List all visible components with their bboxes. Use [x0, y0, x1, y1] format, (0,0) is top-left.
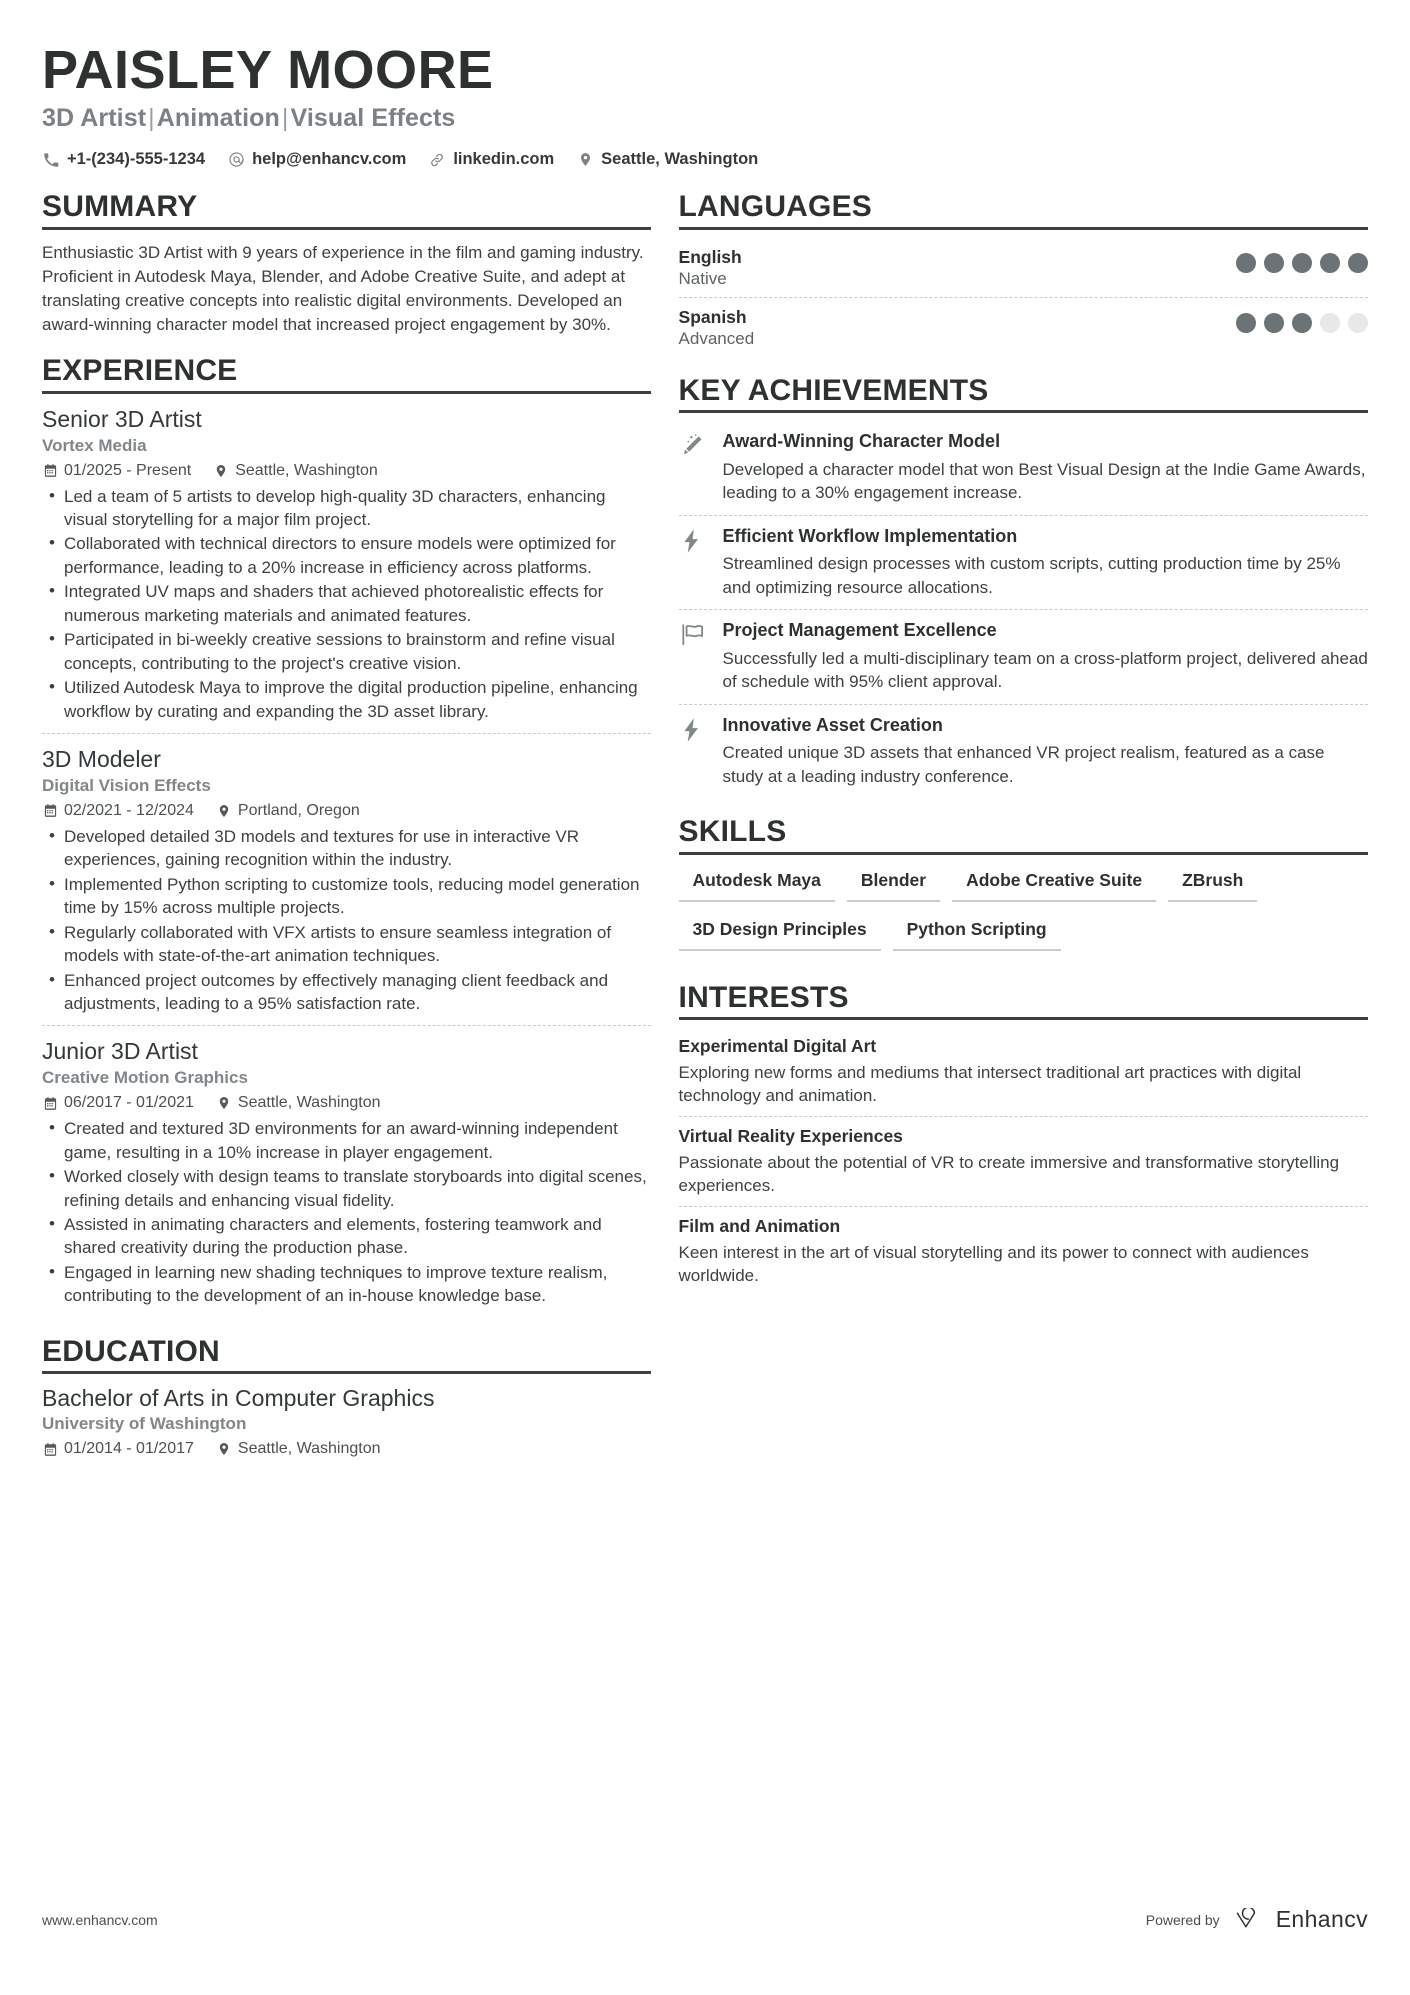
- experience-bullet: • Enhanced project outcomes by effectively managing client feedback and adjustments, leading to a 95% satisfaction rate.: [42, 969, 651, 1016]
- education-school: University of Washington: [42, 1414, 247, 1434]
- language-dots: [1236, 307, 1368, 333]
- powered-by-label: Powered by: [1145, 1911, 1220, 1928]
- experience-item: [42, 405, 651, 733]
- headline-separator-2: |: [281, 104, 289, 133]
- language-level-dot: [1348, 253, 1368, 273]
- headline-part-2: Visual Effects: [290, 104, 456, 133]
- interests-section: [679, 982, 1368, 1296]
- skill-tag: Adobe Creative Suite: [952, 866, 1156, 902]
- achievement-body: [723, 715, 1368, 789]
- experience-bullets: [42, 1117, 651, 1308]
- language-level-dot: [1348, 313, 1368, 333]
- candidate-headline: [42, 104, 1368, 133]
- experience-bullet: • Regularly collaborated with VFX artists to ensure seamless integration of models with state-of-the-art animation techniques.: [42, 921, 651, 968]
- experience-location: Seattle, Washington: [237, 1094, 381, 1112]
- experience-bullet: • Collaborated with technical directors to ensure models were optimized for performance, leading to a 20% increase in efficiency across platforms.: [42, 532, 651, 579]
- contact-row: [42, 150, 1368, 169]
- experience-job-title: Junior 3D Artist: [42, 1038, 198, 1065]
- calendar-icon: [42, 1441, 58, 1457]
- key-achievements-section: [679, 375, 1368, 798]
- contact-location[interactable]: [576, 150, 758, 169]
- languages-section: [679, 191, 1368, 356]
- calendar-icon: [42, 1095, 58, 1111]
- footer-brand-group: [1146, 1906, 1368, 1933]
- interest-item: [679, 1116, 1368, 1206]
- calendar-icon: [42, 803, 58, 819]
- interest-description: Keen interest in the art of visual storytelling and its power to connect with audiences worldwide.: [678, 1242, 1309, 1286]
- experience-bullet: • Led a team of 5 artists to develop high-quality 3D characters, enhancing visual storytelling for a major film project.: [42, 485, 651, 532]
- experience-company: Creative Motion Graphics: [42, 1068, 248, 1088]
- key-achievements-title: KEY ACHIEVEMENTS: [678, 373, 989, 407]
- education-meta: [42, 1440, 651, 1458]
- experience-job-title: 3D Modeler: [42, 746, 161, 773]
- contact-email[interactable]: [227, 150, 406, 169]
- language-text-group: [679, 247, 742, 289]
- language-name: Spanish: [678, 306, 747, 327]
- experience-bullets: [42, 485, 651, 724]
- experience-meta: [42, 462, 651, 480]
- experience-bullet: • Created and textured 3D environments for an award-winning independent game, resulting in a 10% increase in player engagement.: [42, 1117, 651, 1164]
- contact-email-text: help@enhancv.com: [252, 150, 407, 169]
- location-icon: [213, 463, 229, 479]
- contact-phone-text: +1-(234)-555-1234: [67, 150, 206, 169]
- email-icon: [227, 151, 245, 169]
- education-dates: 01/2014 - 01/2017: [64, 1440, 194, 1458]
- interest-item: [679, 1031, 1368, 1116]
- summary-text: Enthusiastic 3D Artist with 9 years of experience in the film and gaming industry. Proficient in Autodesk Maya, Blender, and Adobe Creative Suite, and adept at translating creative concepts into realistic digital environments. Developed an award-winning character model that increased project engagement by 30%.: [42, 242, 644, 335]
- link-icon: [428, 151, 446, 169]
- achievement-body: [723, 431, 1368, 505]
- headline-separator-1: |: [148, 104, 155, 133]
- contact-link-text: linkedin.com: [453, 150, 555, 169]
- achievement-body: [723, 620, 1368, 694]
- achievement-description: Created unique 3D assets that enhanced VR project realism, featured as a case study at a leading industry conference.: [722, 743, 1325, 786]
- experience-bullet: • Utilized Autodesk Maya to improve the digital production pipeline, enhancing workflow by curating and expanding the 3D asset library.: [42, 676, 651, 723]
- education-section: [42, 1336, 651, 1468]
- language-level: Advanced: [678, 328, 755, 348]
- language-item: [679, 297, 1368, 357]
- experience-rule: [42, 391, 651, 394]
- magic-wand-icon: [679, 431, 723, 505]
- interests-rule: [679, 1017, 1368, 1020]
- experience-list: [42, 405, 651, 1318]
- achievement-item: [679, 515, 1368, 610]
- education-degree: Bachelor of Arts in Computer Graphics: [42, 1385, 435, 1412]
- page-footer: [42, 1906, 1368, 1933]
- headline-part-1: Animation: [156, 104, 280, 133]
- achievement-item: [679, 704, 1368, 799]
- interests-list: [679, 1031, 1368, 1296]
- experience-dates: 02/2021 - 12/2024: [64, 801, 194, 819]
- contact-phone[interactable]: [42, 150, 205, 169]
- education-item: [42, 1385, 651, 1468]
- experience-bullet: • Participated in bi-weekly creative sessions to brainstorm and refine visual concepts, contributing to the project's creative vision.: [42, 628, 651, 675]
- languages-rule: [679, 227, 1368, 230]
- languages-list: [679, 241, 1368, 357]
- experience-bullet: • Engaged in learning new shading techniques to improve texture realism, contributing to the development of an in-house knowledge base.: [42, 1261, 651, 1308]
- left-column: [42, 191, 679, 1486]
- experience-bullet: • Implemented Python scripting to customize tools, reducing model generation time by 15% across multiple projects.: [42, 873, 651, 920]
- experience-company: Digital Vision Effects: [42, 775, 211, 795]
- location-icon: [216, 1095, 232, 1111]
- candidate-name: PAISLEY MOORE: [42, 40, 494, 100]
- experience-section: [42, 355, 651, 1317]
- language-level-dot: [1320, 253, 1340, 273]
- achievement-description: Successfully led a multi-disciplinary team on a cross-platform project, delivered ahead of schedule with 95% client approval.: [722, 648, 1368, 692]
- interest-title: Film and Animation: [678, 1215, 841, 1236]
- summary-rule: [42, 227, 651, 230]
- achievement-title: Project Management Excellence: [722, 620, 997, 641]
- language-level: Native: [678, 268, 727, 288]
- brand-name: Enhancv: [1275, 1906, 1368, 1932]
- key-achievements-rule: [679, 410, 1368, 413]
- summary-section: [42, 191, 651, 337]
- experience-bullet: • Developed detailed 3D models and textures for use in interactive VR experiences, gaining recognition within the industry.: [42, 825, 651, 872]
- experience-location: Seattle, Washington: [235, 461, 378, 479]
- experience-meta: [42, 802, 651, 820]
- achievement-item: [679, 609, 1368, 704]
- skill-tag: Python Scripting: [893, 915, 1061, 951]
- language-item: [679, 241, 1368, 297]
- language-name: English: [678, 246, 742, 267]
- language-level-dot: [1264, 313, 1284, 333]
- experience-bullets: [42, 825, 651, 1016]
- language-level-dot: [1236, 313, 1256, 333]
- experience-meta: [42, 1094, 651, 1112]
- location-icon: [216, 803, 232, 819]
- language-level-dot: [1264, 253, 1284, 273]
- enhancv-logo: [1234, 1906, 1368, 1933]
- interest-title: Experimental Digital Art: [678, 1036, 877, 1057]
- education-list: [42, 1385, 651, 1468]
- experience-item: [42, 1025, 651, 1317]
- experience-job-title: Senior 3D Artist: [42, 405, 202, 432]
- calendar-icon: [42, 463, 58, 479]
- languages-title: LANGUAGES: [678, 190, 873, 224]
- skills-list: [679, 866, 1368, 964]
- experience-bullet: • Worked closely with design teams to translate storyboards into digital scenes, refining details and enhancing visual fidelity.: [42, 1165, 651, 1212]
- interest-title: Virtual Reality Experiences: [678, 1125, 903, 1146]
- footer-url[interactable]: www.enhancv.com: [42, 1911, 158, 1928]
- flag-icon: [679, 620, 723, 694]
- interest-description: Passionate about the potential of VR to create immersive and transformative storytelling experiences.: [678, 1152, 1340, 1196]
- achievement-item: [679, 424, 1368, 515]
- experience-dates: 06/2017 - 01/2021: [64, 1094, 194, 1112]
- achievement-body: [723, 526, 1368, 600]
- lightning-bolt-icon: [679, 526, 723, 600]
- contact-location-text: Seattle, Washington: [601, 150, 759, 169]
- language-dots: [1236, 247, 1368, 273]
- skill-tag: ZBrush: [1168, 866, 1257, 902]
- achievements-list: [679, 424, 1368, 798]
- achievement-title: Innovative Asset Creation: [722, 714, 943, 735]
- skill-tag: Blender: [847, 866, 940, 902]
- skills-section: [679, 816, 1368, 963]
- skill-tag: Autodesk Maya: [679, 866, 835, 902]
- education-title: EDUCATION: [42, 1334, 220, 1368]
- achievement-title: Efficient Workflow Implementation: [722, 525, 1018, 546]
- phone-icon: [42, 151, 60, 169]
- achievement-description: Streamlined design processes with custom scripts, cutting production time by 25% and optimizing resource allocations.: [722, 554, 1341, 597]
- experience-title: EXPERIENCE: [42, 354, 238, 388]
- language-level-dot: [1320, 313, 1340, 333]
- contact-link[interactable]: [428, 150, 554, 169]
- location-icon: [216, 1441, 232, 1457]
- right-column: [679, 191, 1368, 1486]
- experience-company: Vortex Media: [42, 435, 147, 455]
- language-text-group: [679, 307, 755, 349]
- experience-item: [42, 733, 651, 1025]
- location-icon: [576, 151, 594, 169]
- enhancv-mark-icon: [1234, 1908, 1268, 1932]
- skill-tag: 3D Design Principles: [679, 915, 881, 951]
- language-level-dot: [1292, 313, 1312, 333]
- interests-title: INTERESTS: [678, 980, 849, 1014]
- experience-dates: 01/2025 - Present: [64, 461, 192, 479]
- skills-title: SKILLS: [678, 815, 787, 849]
- education-rule: [42, 1371, 651, 1374]
- language-level-dot: [1292, 253, 1312, 273]
- achievement-description: Developed a character model that won Best Visual Design at the Indie Game Awards, leading to a 30% engagement increase.: [722, 459, 1366, 503]
- interest-description: Exploring new forms and mediums that intersect traditional art practices with digital technology and animation.: [678, 1063, 1302, 1106]
- resume-body: [42, 191, 1368, 1486]
- summary-title: SUMMARY: [42, 190, 198, 224]
- headline-part-0: 3D Artist: [42, 104, 147, 133]
- education-location: Seattle, Washington: [237, 1440, 381, 1458]
- lightning-bolt-icon: [679, 715, 723, 789]
- achievement-title: Award-Winning Character Model: [722, 431, 1001, 452]
- interest-item: [679, 1206, 1368, 1296]
- experience-bullet: • Integrated UV maps and shaders that achieved photorealistic effects for numerous marketing materials and animated features.: [42, 580, 651, 627]
- skills-rule: [679, 852, 1368, 855]
- experience-location: Portland, Oregon: [237, 801, 360, 819]
- experience-bullet: • Assisted in animating characters and elements, fostering teamwork and shared creativity during the production phase.: [42, 1213, 651, 1260]
- language-level-dot: [1236, 253, 1256, 273]
- resume-header: [42, 40, 1368, 169]
